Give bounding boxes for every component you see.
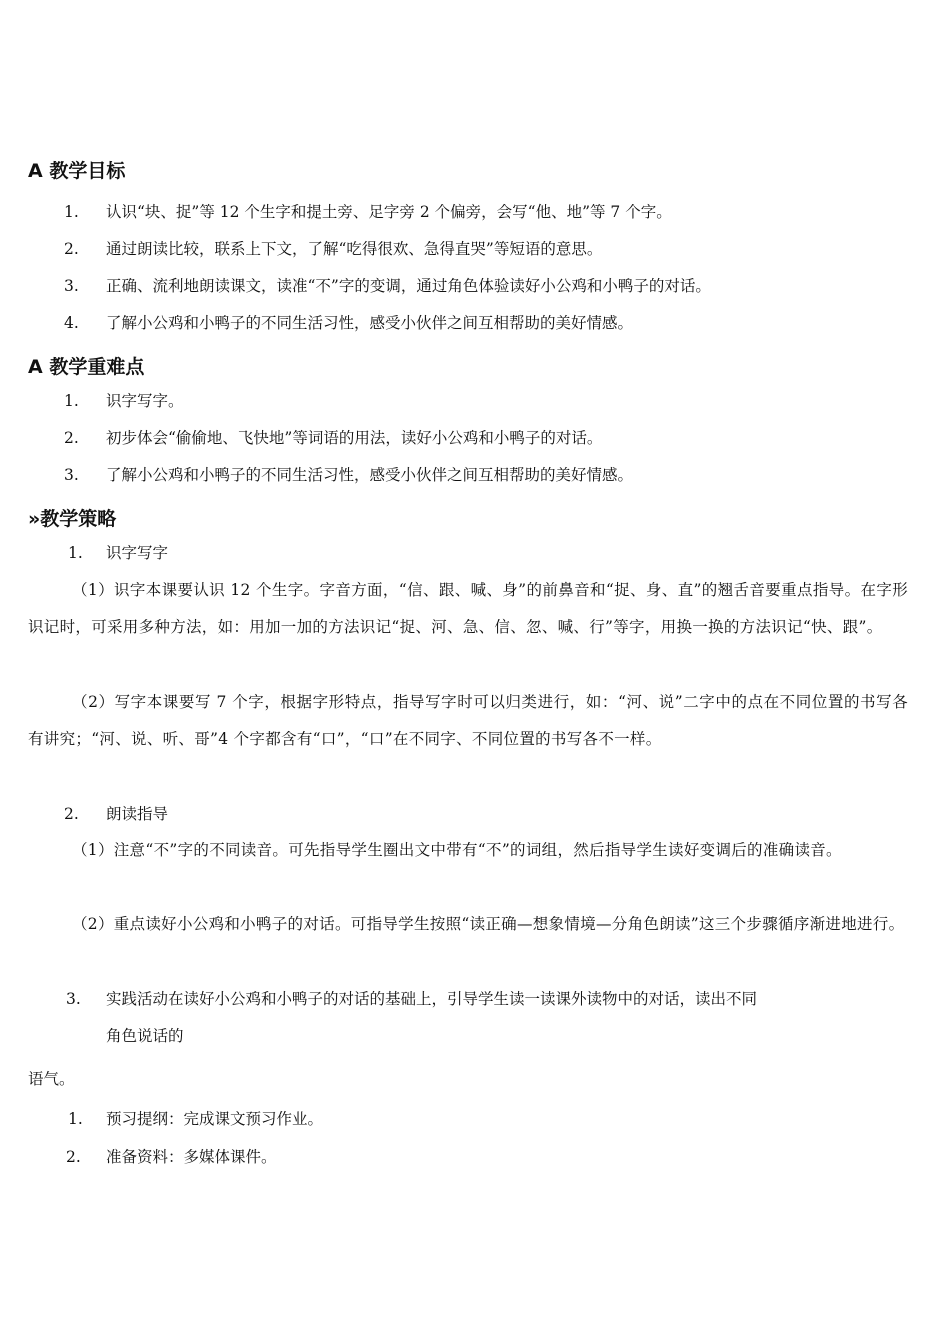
list-text: 通过朗读比较，联系上下文，了解“吃得很欢、急得直哭”等短语的意思。 <box>106 240 603 258</box>
list-number: 3. <box>64 466 79 484</box>
list-number: 1. <box>64 392 79 410</box>
list-number: 2. <box>64 429 79 447</box>
strategy-item-3-end: 语气。 <box>28 1070 75 1088</box>
list-text: 实践活动在读好小公鸡和小鸭子的对话的基础上，引导学生读一读课外读物中的对话，读出不同 <box>106 990 758 1008</box>
list-text: 识字写字。 <box>106 392 184 410</box>
list-number: 3. <box>66 990 81 1008</box>
list-number: 1. <box>64 203 79 221</box>
strategy-paragraph-1-1: （1）识字本课要认识 12 个生字。字音方面，“信、跟、喊、身”的前鼻音和“捉、身、直”的翘舌音要重点指导。在字形识记时，可采用多种方法，如：用加一加的方法识记“捉、河、急、信、忽、喊、行”等字，用换一换的方法识记“快、跟”。 <box>28 581 908 636</box>
strategy-paragraph-2-2: （2）重点读好小公鸡和小鸭子的对话。可指导学生按照“读正确—想象情境—分角色朗读”这三个步骤循序渐进地进行。 <box>72 915 905 933</box>
strategy-item-3-continued: 角色说话的 <box>106 1027 184 1045</box>
list-number: 2. <box>66 1148 81 1166</box>
list-number: 1. <box>68 1110 83 1128</box>
strategy-paragraph-1-2: （2）写字本课要写 7 个字，根据字形特点，指导写字时可以归类进行，如：“河、说”二字中的点在不同位置的书写各有讲究；“河、说、听、哥”4 个字都含有“口”，“口”在不同字、不同位置的书写各不一样。 <box>28 693 908 748</box>
list-text: 初步体会“偷偷地、飞快地”等词语的用法，读好小公鸡和小鸭子的对话。 <box>106 429 603 447</box>
list-text: 了解小公鸡和小鸭子的不同生活习性，感受小伙伴之间互相帮助的美好情感。 <box>106 314 634 332</box>
list-number: 2. <box>64 240 79 258</box>
list-text: 认识“块、捉”等 12 个生字和提土旁、足字旁 2 个偏旁，会写“他、地”等 7 个字。 <box>106 203 672 221</box>
list-text: 预习提纲：完成课文预习作业。 <box>106 1110 324 1128</box>
section-heading-strategy: »教学策略 <box>28 508 117 530</box>
list-number: 4. <box>64 314 79 332</box>
list-text: 了解小公鸡和小鸭子的不同生活习性，感受小伙伴之间互相帮助的美好情感。 <box>106 466 634 484</box>
strategy-paragraph-2-1: （1）注意“不”字的不同读音。可先指导学生圈出文中带有“不”的词组，然后指导学生读好变调后的准确读音。 <box>72 841 842 859</box>
list-number: 2. <box>64 805 79 823</box>
list-text: 朗读指导 <box>106 805 169 823</box>
section-heading-key-points: A 教学重难点 <box>28 356 145 378</box>
list-number: 1. <box>68 544 83 562</box>
list-number: 3. <box>64 277 79 295</box>
section-heading-goals: A 教学目标 <box>28 160 126 182</box>
list-text: 识字写字 <box>106 544 169 562</box>
list-text: 准备资料：多媒体课件。 <box>106 1148 277 1166</box>
list-text: 正确、流利地朗读课文，读准“不”字的变调，通过角色体验读好小公鸡和小鸭子的对话。 <box>106 277 711 295</box>
